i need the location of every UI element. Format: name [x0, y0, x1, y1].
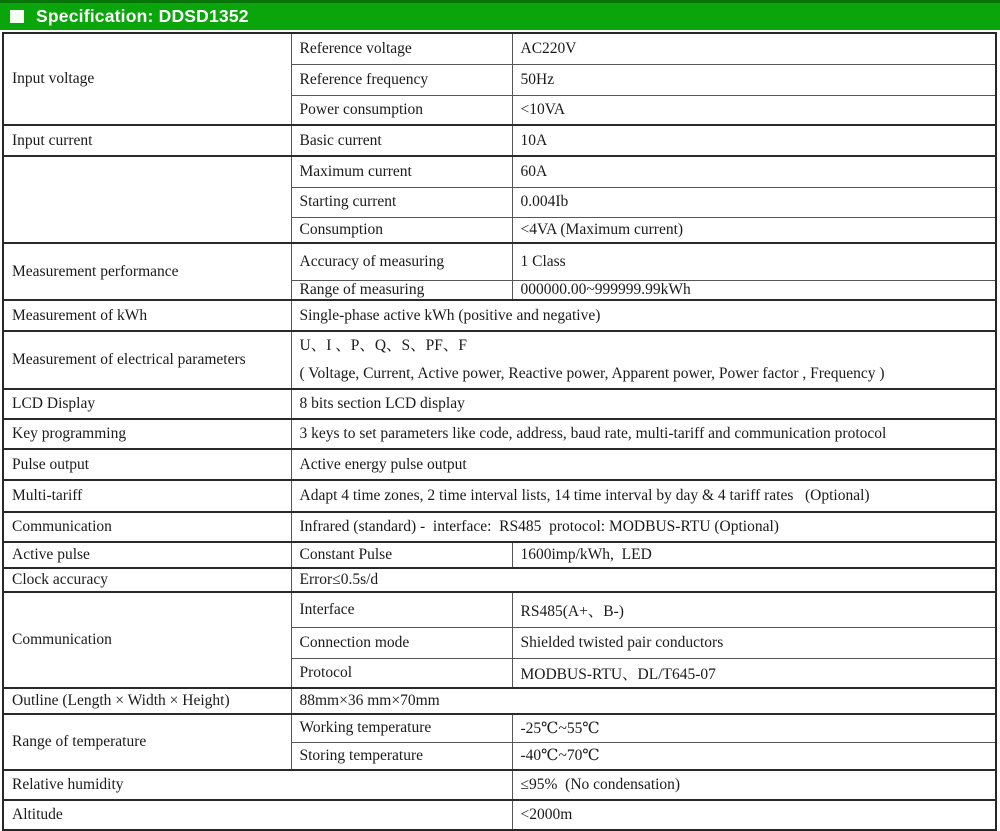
spec-param-cell: Maximum current: [291, 156, 512, 187]
spec-row: [3, 770, 996, 800]
spec-label-cell: Altitude: [3, 800, 512, 830]
spec-label-cell: Pulse output: [3, 449, 291, 480]
spec-row: [3, 331, 996, 389]
spec-param-cell: Accuracy of measuring: [291, 243, 512, 280]
spec-value-cell: 0.004Ib: [512, 187, 996, 217]
spec-label-cell: Active pulse: [3, 542, 291, 568]
spec-value-cell: 50Hz: [512, 64, 996, 95]
spec-table: [2, 32, 997, 831]
spec-param-cell: Reference voltage: [291, 33, 512, 64]
spec-value-cell: Active energy pulse output: [291, 449, 996, 480]
spec-param-cell: Storing temperature: [291, 742, 512, 770]
spec-value-cell: 1 Class: [512, 243, 996, 280]
spec-param-cell: Protocol: [291, 658, 512, 688]
spec-row: [3, 480, 996, 512]
spec-label-cell: Measurement performance: [3, 243, 291, 300]
bullet-square-icon: [10, 10, 24, 23]
spec-value-cell: ≤95% (No condensation): [512, 770, 996, 800]
spec-label-cell: [3, 156, 291, 243]
spec-param-cell: Constant Pulse: [291, 542, 512, 568]
spec-row: [3, 714, 996, 742]
spec-label-cell: Relative humidity: [3, 770, 512, 800]
spec-label-cell: Input voltage: [3, 33, 291, 125]
spec-value-cell: Error≤0.5s/d: [291, 568, 996, 592]
spec-param-cell: Reference frequency: [291, 64, 512, 95]
spec-label-cell: Range of temperature: [3, 714, 291, 770]
spec-value-cell: 10A: [512, 125, 996, 156]
spec-label-cell: Key programming: [3, 419, 291, 449]
spec-row: [3, 449, 996, 480]
spec-value-cell: 60A: [512, 156, 996, 187]
section-header-bar: [0, 0, 1000, 30]
spec-row: [3, 512, 996, 542]
spec-param-cell: Consumption: [291, 217, 512, 243]
spec-value-cell: -25℃~55℃: [512, 714, 996, 742]
spec-row: [3, 688, 996, 714]
spec-label-cell: Outline (Length × Width × Height): [3, 688, 291, 714]
spec-row: [3, 243, 996, 280]
spec-value-cell: 3 keys to set parameters like code, address, baud rate, multi-tariff and communication protocol: [291, 419, 996, 449]
spec-value-cell: <2000m: [512, 800, 996, 830]
spec-value-cell: -40℃~70℃: [512, 742, 996, 770]
spec-param-cell: Connection mode: [291, 627, 512, 658]
spec-row: [3, 125, 996, 156]
spec-row: [3, 33, 996, 64]
spec-value-cell: Single-phase active kWh (positive and negative): [291, 300, 996, 331]
spec-row: [3, 419, 996, 449]
spec-label-cell: Input current: [3, 125, 291, 156]
spec-row: [3, 300, 996, 331]
spec-label-cell: LCD Display: [3, 389, 291, 419]
spec-value-cell: [291, 331, 996, 389]
spec-row: [3, 542, 996, 568]
spec-label-cell: Multi-tariff: [3, 480, 291, 512]
spec-value-cell: Infrared (standard) - interface: RS485 protocol: MODBUS-RTU (Optional): [291, 512, 996, 542]
spec-param-cell: Interface: [291, 592, 512, 627]
spec-value-cell: 1600imp/kWh, LED: [512, 542, 996, 568]
spec-value-cell: RS485(A+、B-): [512, 592, 996, 627]
spec-param-cell: Basic current: [291, 125, 512, 156]
spec-label-cell: Measurement of kWh: [3, 300, 291, 331]
spec-value-line: ( Voltage, Current, Active power, Reactive power, Apparent power, Power factor , Frequency ): [299, 365, 885, 382]
spec-value-line: U、I 、P、Q、S、PF、F: [299, 337, 468, 354]
spec-row: [3, 800, 996, 830]
spec-param-cell: Working temperature: [291, 714, 512, 742]
spec-value-cell: <10VA: [512, 95, 996, 125]
section-title: Specification: DDSD1352: [36, 6, 249, 26]
spec-row: [3, 568, 996, 592]
spec-param-cell: Range of measuring: [291, 280, 512, 300]
spec-value-cell: Shielded twisted pair conductors: [512, 627, 996, 658]
spec-value-cell: AC220V: [512, 33, 996, 64]
spec-label-cell: Clock accuracy: [3, 568, 291, 592]
spec-label-cell: Measurement of electrical parameters: [3, 331, 291, 389]
spec-row: [3, 156, 996, 187]
spec-label-cell: Communication: [3, 512, 291, 542]
spec-value-cell: 88mm×36 mm×70mm: [291, 688, 996, 714]
spec-param-cell: Starting current: [291, 187, 512, 217]
spec-row: [3, 592, 996, 627]
spec-label-cell: Communication: [3, 592, 291, 688]
spec-param-cell: Power consumption: [291, 95, 512, 125]
spec-value-cell: MODBUS-RTU、DL/T645-07: [512, 658, 996, 688]
spec-row: [3, 389, 996, 419]
spec-value-cell: 8 bits section LCD display: [291, 389, 996, 419]
spec-value-cell: <4VA (Maximum current): [512, 217, 996, 243]
spec-value-cell: Adapt 4 time zones, 2 time interval lists, 14 time interval by day & 4 tariff rates (Optional): [291, 480, 996, 512]
spec-value-cell: 000000.00~999999.99kWh: [512, 280, 996, 300]
